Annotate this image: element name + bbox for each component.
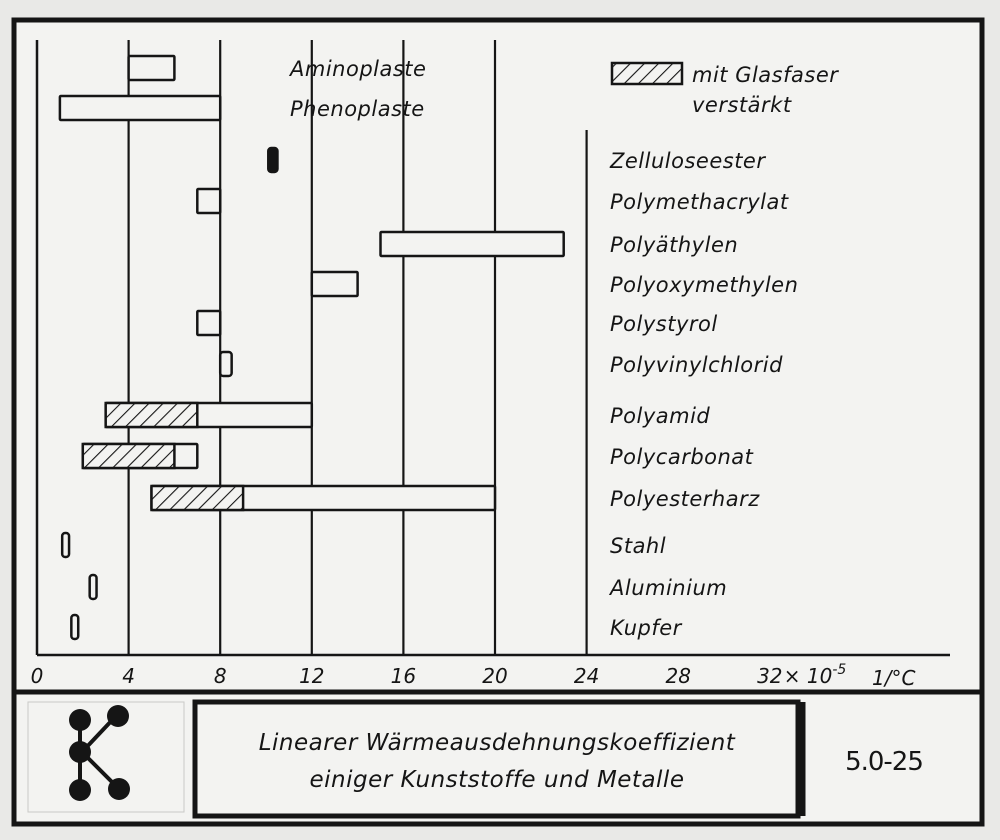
- bar-zelluloseester: [268, 148, 277, 172]
- bar-aluminium: [90, 575, 97, 599]
- bar-polyaethylen: [381, 232, 564, 256]
- bar-aminoplaste: [129, 56, 175, 80]
- x-tick-label-28: 28: [665, 664, 691, 688]
- x-unit-label: 1/°C: [872, 666, 916, 690]
- logo-panel: [28, 702, 184, 812]
- label-polystyrol: Polystyrol: [610, 312, 718, 336]
- label-polyesterharz: Polyesterharz: [610, 487, 760, 511]
- label-polycarbonat: Polycarbonat: [610, 445, 754, 469]
- label-polymethacrylat: Polymethacrylat: [610, 190, 789, 214]
- label-stahl: Stahl: [610, 534, 667, 558]
- legend-label-line2: verstärkt: [692, 93, 792, 117]
- label-kupfer: Kupfer: [610, 616, 682, 640]
- bar-kupfer: [71, 615, 78, 639]
- x-tick-label-32: 32: [757, 664, 783, 688]
- chart-title-line2: einiger Kunststoffe und Metalle: [309, 767, 685, 793]
- label-polyvinylchlorid: Polyvinylchlorid: [610, 353, 783, 377]
- bar-glass-fiber-polyesterharz: [152, 486, 244, 510]
- bar-polymethacrylat: [197, 189, 220, 213]
- slide-code: 5.0-25: [845, 747, 923, 777]
- bar-stahl: [62, 533, 69, 557]
- bar-polyvinylchlorid: [220, 352, 231, 376]
- x-tick-label-4: 4: [122, 664, 135, 688]
- chart-title-line1: Linearer Wärmeausdehnungskoeffizient: [258, 730, 736, 756]
- label-phenoplaste: Phenoplaste: [290, 97, 425, 121]
- legend-label-line1: mit Glasfaser: [692, 63, 839, 87]
- x-tick-label-8: 8: [213, 664, 227, 688]
- bar-phenoplaste: [60, 96, 220, 120]
- x-tick-label-0: 0: [30, 664, 44, 688]
- bar-polystyrol: [197, 311, 220, 335]
- label-zelluloseester: Zelluloseester: [610, 149, 766, 173]
- title-box: [195, 702, 798, 816]
- x-tick-label-24: 24: [573, 664, 600, 688]
- label-polyoxymethylen: Polyoxymethylen: [610, 273, 799, 297]
- bar-glass-fiber-polycarbonat: [83, 444, 175, 468]
- bar-polyoxymethylen: [312, 272, 358, 296]
- label-polyamid: Polyamid: [610, 404, 711, 428]
- legend-swatch-glass-fiber: [612, 63, 682, 84]
- label-aluminium: Aluminium: [610, 576, 728, 600]
- x-exponent-label: × $10^{-5}$: [783, 662, 847, 688]
- bar-glass-fiber-polyamid: [106, 403, 198, 427]
- label-aminoplaste: Aminoplaste: [290, 57, 427, 81]
- x-tick-label-16: 16: [390, 664, 417, 688]
- x-tick-label-12: 12: [299, 664, 325, 688]
- label-polyaethylen: Polyäthylen: [610, 233, 739, 257]
- logo-box: [28, 702, 184, 812]
- x-tick-label-20: 20: [482, 664, 508, 688]
